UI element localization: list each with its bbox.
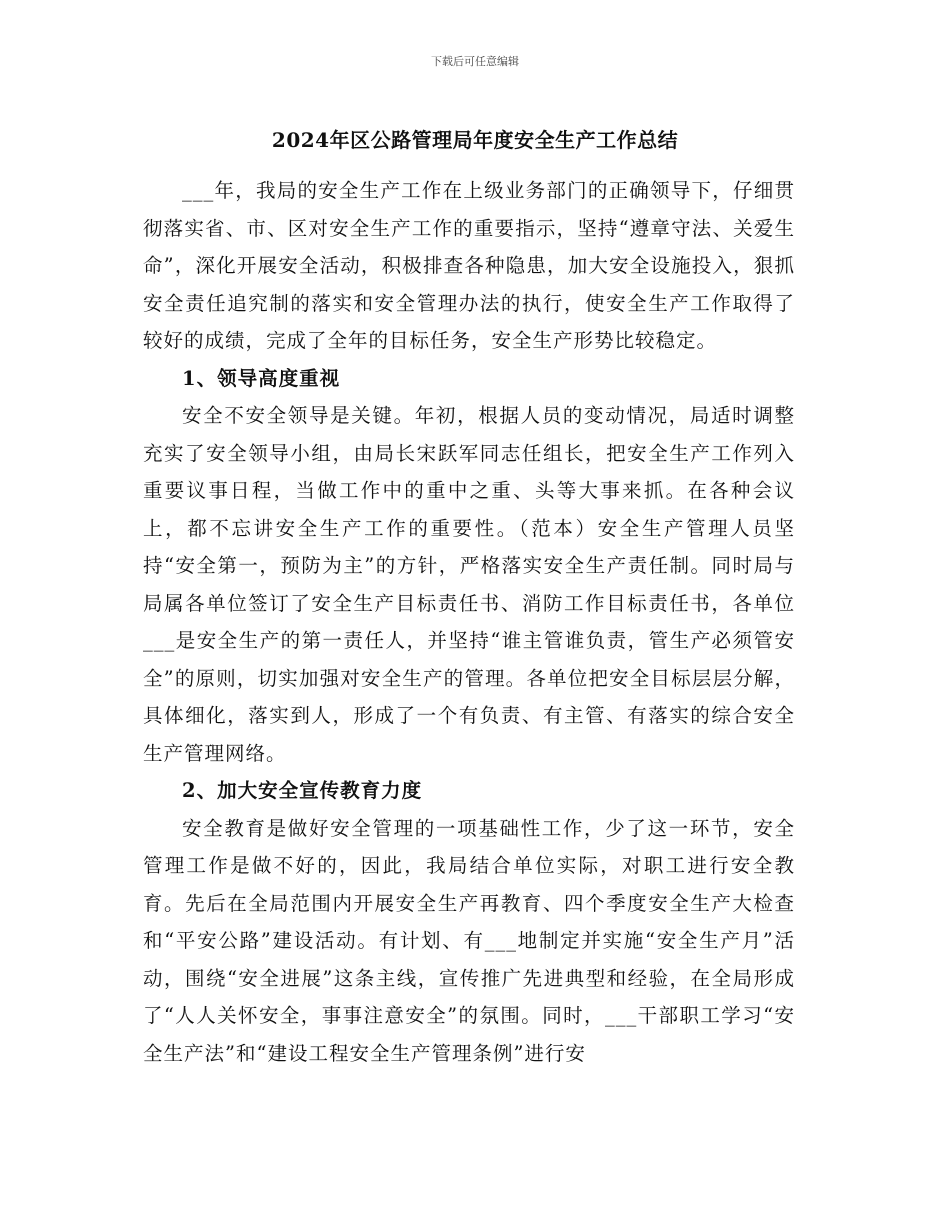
document-title: 2024年区公路管理局年度安全生产工作总结 — [271, 128, 679, 152]
header-watermark: 下载后可任意编辑 — [431, 55, 519, 68]
section-2-heading: 2、加大安全宣传教育力度 — [182, 779, 423, 802]
section-1-paragraph: 安全不安全领导是关键。年初，根据人员的变动情况，局适时调整充实了安全领导小组，由局长宋跃军同志任组长，把安全生产工作列入重要议事日程，当做工作中的重中之重、头等大事来抓。在各种会议上，都不忘讲安全生产工作的重要性。（范本）安全生产管理人员坚持“安全第一，预防为主”的方针，严格落实安全生产责任制。同时局与局属各单位签订了安全生产目标责任书、消防工作目标责任书，各单位___是安全生产的第一责任人，并坚持“谁主管谁负责，管生产必须管安全”的原则，切实加强对安全生产的管理。各单位把安全目标层层分解，具体细化，落实到人，形成了一个有负责、有主管、有落实的综合安全生产管理网络。 — [143, 404, 795, 765]
section-2-paragraph: 安全教育是做好安全管理的一项基础性工作，少了这一环节，安全管理工作是做不好的，因此，我局结合单位实际，对职工进行安全教育。先后在全局范围内开展安全生产再教育、四个季度安全生产大检查和“平安公路”建设活动。有计划、有___地制定并实施“安全生产月”活动，围绕“安全进展”这条主线，宣传推广先进典型和经验，在全局形成了“人人关怀安全，事事注意安全”的氛围。同时，___干部职工学习“安全生产法”和“建设工程安全生产管理条例”进行安 — [143, 816, 795, 1065]
intro-paragraph: ___年，我局的安全生产工作在上级业务部门的正确领导下，仔细贯彻落实省、市、区对安全生产工作的重要指示，坚持“遵章守法、关爱生命”，深化开展安全活动，积极排查各种隐患，加大安全设施投入，狠抓安全责任追究制的落实和安全管理办法的执行，使安全生产工作取得了较好的成绩，完成了全年的目标任务，安全生产形势比较稳定。 — [143, 179, 795, 352]
section-1-heading: 1、领导高度重视 — [182, 366, 341, 390]
document-body — [143, 172, 795, 1072]
